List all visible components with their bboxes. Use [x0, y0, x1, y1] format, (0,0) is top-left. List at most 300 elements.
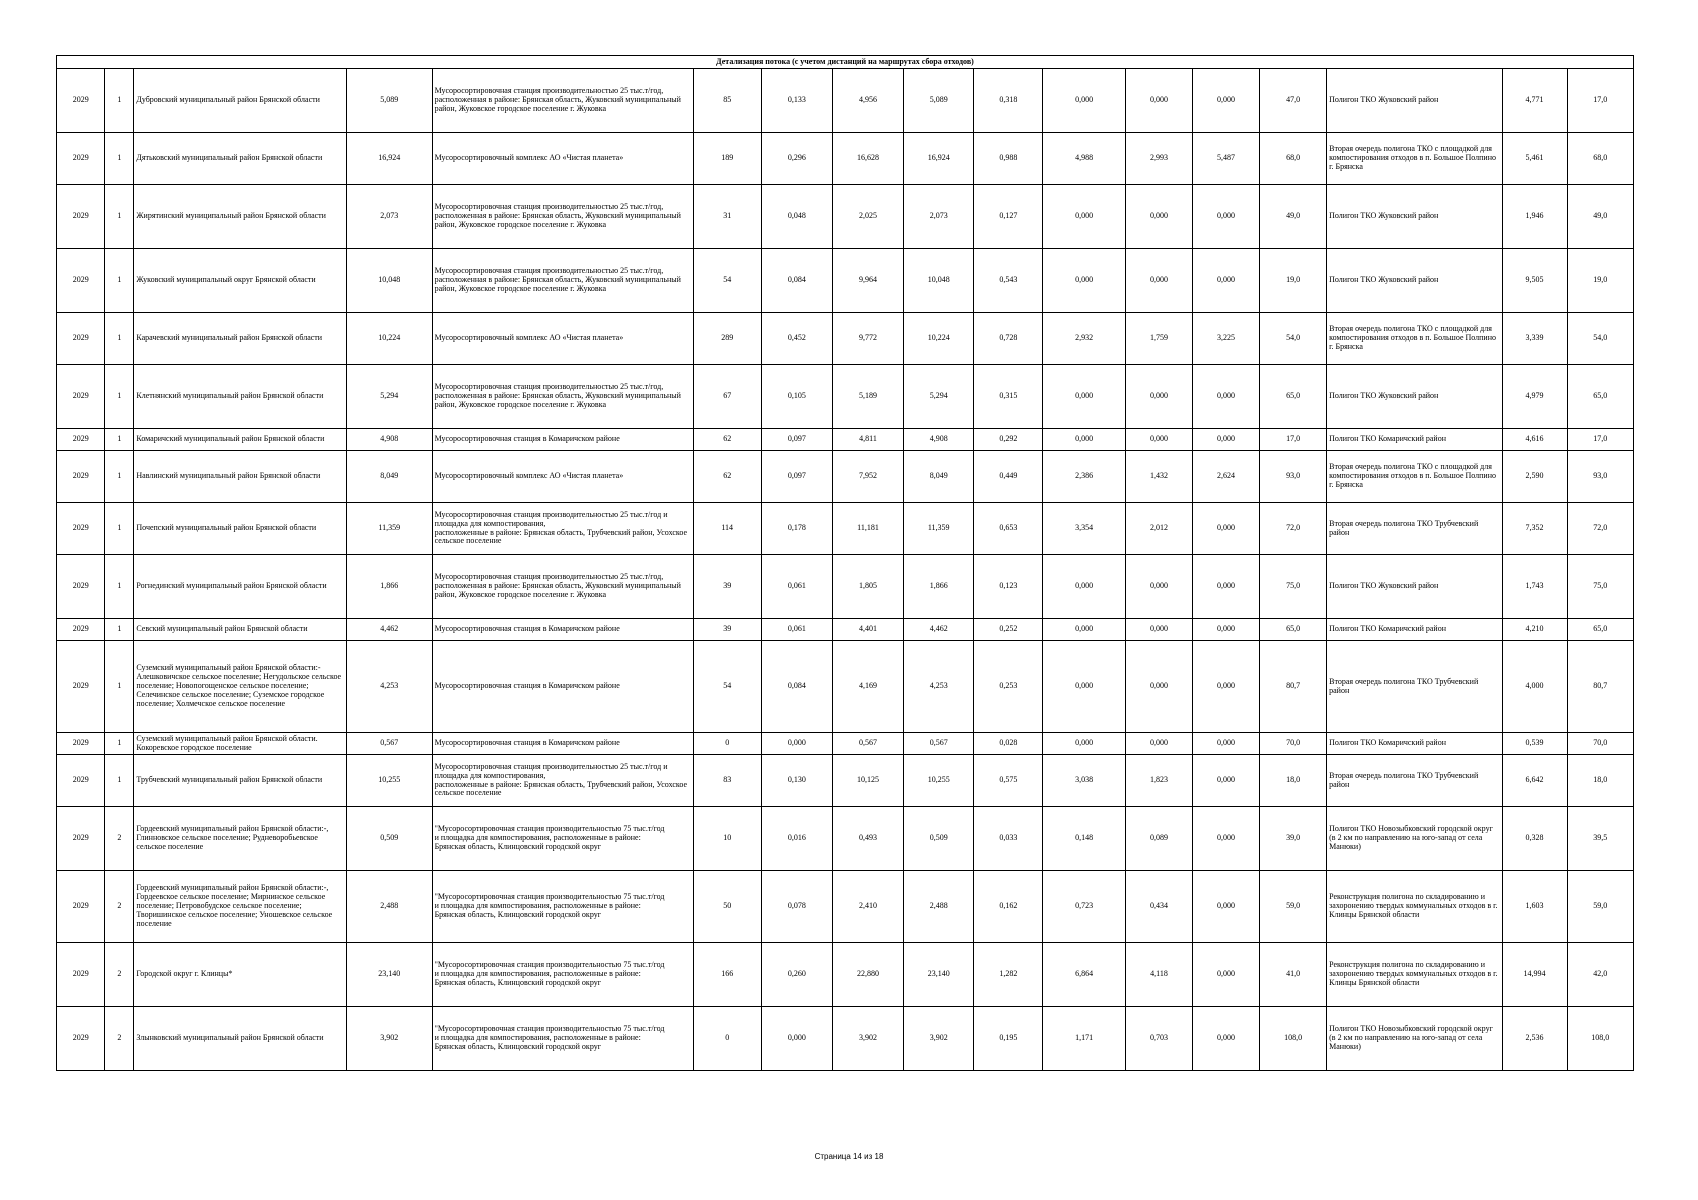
cell-distance: 49,0	[1260, 185, 1327, 249]
cell-c: 0,000	[1193, 755, 1260, 807]
cell-b: 0,000	[1125, 429, 1192, 451]
cell-c: 0,000	[1193, 365, 1260, 429]
cell-landfill: Реконструкция полигона по складированию и захоронению твердых коммунальных отходов в г. Клинцы Брянской области	[1327, 943, 1502, 1007]
cell-net: 11,181	[832, 503, 903, 555]
cell-volume: 2,488	[346, 871, 432, 943]
cell-landfill-distance: 65,0	[1567, 619, 1633, 641]
cell-municipality: Гордеевский муниципальный район Брянской области:-, Гордеевское сельское поселение; Мирнинское сельское поселение; Петровобудское сельское поселение; Творишинское сельское поселение; Уношевское сельское поселение	[134, 871, 347, 943]
cell-volume: 11,359	[346, 503, 432, 555]
cell-volume: 1,866	[346, 555, 432, 619]
cell-facility: Мусоросортировочный комплекс АО «Чистая планета»	[432, 451, 693, 503]
cell-year: 2029	[57, 871, 105, 943]
cell-landfill-volume: 1,743	[1502, 555, 1567, 619]
table-row	[57, 555, 1634, 619]
cell-stage: 1	[105, 313, 134, 365]
table-row	[57, 313, 1634, 365]
cell-landfill-volume: 2,590	[1502, 451, 1567, 503]
cell-b: 0,000	[1125, 619, 1192, 641]
cell-landfill-distance: 54,0	[1567, 313, 1633, 365]
cell-municipality: Жуковский муниципальный округ Брянской области	[134, 249, 347, 313]
cell-a: 3,354	[1043, 503, 1126, 555]
cell-b: 1,432	[1125, 451, 1192, 503]
cell-total: 4,253	[904, 641, 974, 733]
cell-rate: 0,133	[761, 69, 832, 133]
cell-b: 0,089	[1125, 807, 1192, 871]
cell-landfill-volume: 0,539	[1502, 733, 1567, 755]
table-row	[57, 365, 1634, 429]
cell-landfill-volume: 1,946	[1502, 185, 1567, 249]
cell-a: 0,000	[1043, 249, 1126, 313]
cell-c: 0,000	[1193, 641, 1260, 733]
cell-c: 0,000	[1193, 1007, 1260, 1071]
cell-distance: 59,0	[1260, 871, 1327, 943]
cell-volume: 0,509	[346, 807, 432, 871]
cell-volume: 8,049	[346, 451, 432, 503]
cell-stage: 1	[105, 249, 134, 313]
cell-stage: 2	[105, 943, 134, 1007]
cell-net: 10,125	[832, 755, 903, 807]
table-row	[57, 249, 1634, 313]
cell-count: 39	[693, 619, 761, 641]
cell-rate: 0,097	[761, 429, 832, 451]
cell-share: 0,127	[974, 185, 1043, 249]
cell-share: 0,028	[974, 733, 1043, 755]
cell-total: 0,509	[904, 807, 974, 871]
cell-a: 0,000	[1043, 733, 1126, 755]
cell-landfill: Полигон ТКО Жуковский район	[1327, 555, 1502, 619]
cell-municipality: Севский муниципальный район Брянской области	[134, 619, 347, 641]
cell-a: 0,000	[1043, 619, 1126, 641]
cell-year: 2029	[57, 365, 105, 429]
cell-volume: 5,089	[346, 69, 432, 133]
cell-landfill-volume: 4,979	[1502, 365, 1567, 429]
cell-landfill: Вторая очередь полигона ТКО Трубчевский район	[1327, 641, 1502, 733]
cell-b: 2,012	[1125, 503, 1192, 555]
cell-landfill: Вторая очередь полигона ТКО Трубчевский район	[1327, 503, 1502, 555]
cell-year: 2029	[57, 943, 105, 1007]
cell-municipality: Комаричский муниципальный район Брянской области	[134, 429, 347, 451]
cell-landfill-distance: 75,0	[1567, 555, 1633, 619]
cell-year: 2029	[57, 185, 105, 249]
cell-b: 0,000	[1125, 69, 1192, 133]
cell-a: 0,148	[1043, 807, 1126, 871]
cell-municipality: Карачевский муниципальный район Брянской области	[134, 313, 347, 365]
cell-stage: 1	[105, 555, 134, 619]
cell-volume: 5,294	[346, 365, 432, 429]
cell-net: 9,772	[832, 313, 903, 365]
table-header-row	[57, 56, 1634, 69]
cell-facility: Мусоросортировочная станция в Комаричском районе	[432, 619, 693, 641]
cell-share: 0,543	[974, 249, 1043, 313]
cell-b: 0,000	[1125, 185, 1192, 249]
table-row	[57, 807, 1634, 871]
table-header: Детализация потока (с учетом дистанций на маршрутах сбора отходов)	[57, 56, 1634, 69]
cell-c: 5,487	[1193, 133, 1260, 185]
cell-volume: 4,462	[346, 619, 432, 641]
cell-landfill: Полигон ТКО Комаричский район	[1327, 429, 1502, 451]
cell-a: 4,988	[1043, 133, 1126, 185]
cell-total: 23,140	[904, 943, 974, 1007]
cell-c: 0,000	[1193, 733, 1260, 755]
cell-share: 0,315	[974, 365, 1043, 429]
table-row	[57, 619, 1634, 641]
cell-distance: 65,0	[1260, 619, 1327, 641]
cell-c: 0,000	[1193, 555, 1260, 619]
cell-net: 9,964	[832, 249, 903, 313]
cell-net: 22,880	[832, 943, 903, 1007]
cell-net: 1,805	[832, 555, 903, 619]
cell-landfill: Полигон ТКО Комаричский район	[1327, 619, 1502, 641]
cell-share: 0,988	[974, 133, 1043, 185]
cell-rate: 0,178	[761, 503, 832, 555]
cell-count: 54	[693, 641, 761, 733]
cell-landfill: Полигон ТКО Новозыбковский городской округ (в 2 км по направлению на юго-запад от села Манюки)	[1327, 1007, 1502, 1071]
cell-distance: 65,0	[1260, 365, 1327, 429]
cell-count: 166	[693, 943, 761, 1007]
cell-a: 0,000	[1043, 641, 1126, 733]
cell-a: 3,038	[1043, 755, 1126, 807]
cell-facility: Мусоросортировочная станция производительностью 25 тыс.т/год, расположенная в районе: Брянская область, Жуковский муниципальный район, Жуковское городское поселение г. Жуковка	[432, 185, 693, 249]
cell-municipality: Навлинский муниципальный район Брянской области	[134, 451, 347, 503]
cell-landfill-volume: 5,461	[1502, 133, 1567, 185]
cell-landfill: Полигон ТКО Жуковский район	[1327, 185, 1502, 249]
cell-landfill-volume: 0,328	[1502, 807, 1567, 871]
cell-facility: Мусоросортировочная станция производительностью 25 тыс.т/год и площадка для компостирования, расположенные в районе: Брянская область, Трубчевский район, Усохское сельское поселение	[432, 503, 693, 555]
cell-a: 0,000	[1043, 429, 1126, 451]
cell-total: 4,462	[904, 619, 974, 641]
cell-stage: 1	[105, 451, 134, 503]
cell-b: 1,823	[1125, 755, 1192, 807]
cell-rate: 0,000	[761, 733, 832, 755]
cell-c: 2,624	[1193, 451, 1260, 503]
cell-landfill-volume: 1,603	[1502, 871, 1567, 943]
cell-year: 2029	[57, 755, 105, 807]
cell-a: 0,000	[1043, 555, 1126, 619]
cell-c: 0,000	[1193, 503, 1260, 555]
cell-rate: 0,260	[761, 943, 832, 1007]
cell-year: 2029	[57, 69, 105, 133]
cell-b: 0,000	[1125, 249, 1192, 313]
cell-a: 0,723	[1043, 871, 1126, 943]
cell-distance: 54,0	[1260, 313, 1327, 365]
cell-b: 0,000	[1125, 733, 1192, 755]
cell-net: 4,811	[832, 429, 903, 451]
cell-rate: 0,016	[761, 807, 832, 871]
cell-year: 2029	[57, 133, 105, 185]
cell-count: 0	[693, 1007, 761, 1071]
cell-distance: 47,0	[1260, 69, 1327, 133]
cell-stage: 2	[105, 871, 134, 943]
cell-landfill-distance: 65,0	[1567, 365, 1633, 429]
cell-net: 2,025	[832, 185, 903, 249]
cell-a: 0,000	[1043, 185, 1126, 249]
cell-a: 2,932	[1043, 313, 1126, 365]
cell-landfill-distance: 18,0	[1567, 755, 1633, 807]
cell-total: 5,294	[904, 365, 974, 429]
cell-count: 10	[693, 807, 761, 871]
cell-volume: 10,048	[346, 249, 432, 313]
cell-municipality: Суземский муниципальный район Брянской области:- Алешковичское сельское поселение; Негудольское сельское поселение; Новопогощенское сельское поселение; Селечинское сельское поселение; Суземское городское поселение; Холмечское сельское поселение	[134, 641, 347, 733]
cell-distance: 19,0	[1260, 249, 1327, 313]
cell-b: 0,000	[1125, 365, 1192, 429]
cell-landfill-volume: 9,505	[1502, 249, 1567, 313]
cell-volume: 16,924	[346, 133, 432, 185]
cell-landfill-volume: 7,352	[1502, 503, 1567, 555]
cell-count: 39	[693, 555, 761, 619]
cell-landfill: Вторая очередь полигона ТКО с площадкой для компостирования отходов в п. Большое Полпино г. Брянска	[1327, 313, 1502, 365]
cell-net: 7,952	[832, 451, 903, 503]
cell-landfill-distance: 19,0	[1567, 249, 1633, 313]
cell-rate: 0,061	[761, 619, 832, 641]
cell-municipality: Суземский муниципальный район Брянской области. Кокоревское городское поселение	[134, 733, 347, 755]
cell-facility: Мусоросортировочная станция производительностью 25 тыс.т/год, расположенная в районе: Брянская область, Жуковский муниципальный район, Жуковское городское поселение г. Жуковка	[432, 69, 693, 133]
cell-volume: 3,902	[346, 1007, 432, 1071]
cell-municipality: Почепский муниципальный район Брянской области	[134, 503, 347, 555]
table-row	[57, 185, 1634, 249]
cell-distance: 18,0	[1260, 755, 1327, 807]
cell-facility: Мусоросортировочная станция в Комаричском районе	[432, 733, 693, 755]
cell-net: 4,169	[832, 641, 903, 733]
cell-distance: 39,0	[1260, 807, 1327, 871]
cell-share: 0,318	[974, 69, 1043, 133]
cell-landfill-volume: 4,210	[1502, 619, 1567, 641]
table-row	[57, 69, 1634, 133]
cell-landfill-volume: 4,000	[1502, 641, 1567, 733]
cell-volume: 10,224	[346, 313, 432, 365]
cell-rate: 0,000	[761, 1007, 832, 1071]
cell-landfill-distance: 70,0	[1567, 733, 1633, 755]
cell-total: 3,902	[904, 1007, 974, 1071]
cell-a: 0,000	[1043, 69, 1126, 133]
table-row	[57, 733, 1634, 755]
cell-facility: "Мусоросортировочная станция производительностью 75 тыс.т/год и площадка для компостирования, расположенные в районе: Брянская область, Клинцовский городской округ	[432, 871, 693, 943]
cell-distance: 75,0	[1260, 555, 1327, 619]
cell-distance: 70,0	[1260, 733, 1327, 755]
cell-c: 3,225	[1193, 313, 1260, 365]
cell-municipality: Клетнянский муниципальный район Брянской области	[134, 365, 347, 429]
cell-distance: 17,0	[1260, 429, 1327, 451]
cell-facility: Мусоросортировочная станция производительностью 25 тыс.т/год и площадка для компостирования, расположенные в районе: Брянская область, Трубчевский район, Усохское сельское поселение	[432, 755, 693, 807]
cell-landfill: Вторая очередь полигона ТКО Трубчевский район	[1327, 755, 1502, 807]
table-row	[57, 943, 1634, 1007]
cell-facility: Мусоросортировочная станция в Комаричском районе	[432, 641, 693, 733]
cell-share: 0,575	[974, 755, 1043, 807]
cell-municipality: Дятьковский муниципальный район Брянской области	[134, 133, 347, 185]
cell-rate: 0,105	[761, 365, 832, 429]
cell-municipality: Городской округ г. Клинцы*	[134, 943, 347, 1007]
cell-rate: 0,296	[761, 133, 832, 185]
cell-year: 2029	[57, 429, 105, 451]
cell-volume: 4,253	[346, 641, 432, 733]
cell-year: 2029	[57, 619, 105, 641]
cell-facility: Мусоросортировочная станция производительностью 25 тыс.т/год, расположенная в районе: Брянская область, Жуковский муниципальный район, Жуковское городское поселение г. Жуковка	[432, 249, 693, 313]
cell-net: 3,902	[832, 1007, 903, 1071]
cell-landfill-volume: 4,616	[1502, 429, 1567, 451]
table-row	[57, 641, 1634, 733]
cell-landfill: Вторая очередь полигона ТКО с площадкой для компостирования отходов в п. Большое Полпино г. Брянска	[1327, 451, 1502, 503]
cell-share: 0,033	[974, 807, 1043, 871]
cell-a: 0,000	[1043, 365, 1126, 429]
cell-facility: Мусоросортировочная станция производительностью 25 тыс.т/год, расположенная в районе: Брянская область, Жуковский муниципальный район, Жуковское городское поселение г. Жуковка	[432, 365, 693, 429]
cell-rate: 0,084	[761, 249, 832, 313]
cell-municipality: Дубровский муниципальный район Брянской области	[134, 69, 347, 133]
cell-b: 0,000	[1125, 555, 1192, 619]
cell-a: 6,864	[1043, 943, 1126, 1007]
cell-municipality: Жирятинский муниципальный район Брянской области	[134, 185, 347, 249]
cell-count: 189	[693, 133, 761, 185]
cell-b: 0,434	[1125, 871, 1192, 943]
cell-landfill-distance: 68,0	[1567, 133, 1633, 185]
cell-total: 10,224	[904, 313, 974, 365]
cell-landfill: Реконструкция полигона по складированию и захоронению твердых коммунальных отходов в г. Клинцы Брянской области	[1327, 871, 1502, 943]
cell-total: 1,866	[904, 555, 974, 619]
cell-c: 0,000	[1193, 69, 1260, 133]
cell-share: 0,449	[974, 451, 1043, 503]
cell-facility: "Мусоросортировочная станция производительностью 75 тыс.т/год и площадка для компостирования, расположенные в районе: Брянская область, Клинцовский городской округ	[432, 807, 693, 871]
cell-count: 31	[693, 185, 761, 249]
table-row	[57, 871, 1634, 943]
cell-b: 4,118	[1125, 943, 1192, 1007]
cell-total: 10,048	[904, 249, 974, 313]
cell-landfill: Полигон ТКО Комаричский район	[1327, 733, 1502, 755]
cell-volume: 10,255	[346, 755, 432, 807]
flow-table	[56, 55, 1634, 1071]
cell-net: 5,189	[832, 365, 903, 429]
cell-b: 0,000	[1125, 641, 1192, 733]
cell-c: 0,000	[1193, 185, 1260, 249]
cell-landfill-distance: 59,0	[1567, 871, 1633, 943]
cell-stage: 2	[105, 1007, 134, 1071]
cell-total: 4,908	[904, 429, 974, 451]
cell-landfill: Полигон ТКО Жуковский район	[1327, 69, 1502, 133]
cell-distance: 93,0	[1260, 451, 1327, 503]
cell-volume: 23,140	[346, 943, 432, 1007]
cell-c: 0,000	[1193, 871, 1260, 943]
cell-b: 0,703	[1125, 1007, 1192, 1071]
cell-c: 0,000	[1193, 807, 1260, 871]
cell-total: 16,924	[904, 133, 974, 185]
cell-landfill-volume: 2,536	[1502, 1007, 1567, 1071]
cell-stage: 1	[105, 503, 134, 555]
cell-c: 0,000	[1193, 619, 1260, 641]
cell-total: 0,567	[904, 733, 974, 755]
cell-count: 289	[693, 313, 761, 365]
cell-total: 5,089	[904, 69, 974, 133]
cell-share: 0,162	[974, 871, 1043, 943]
cell-total: 8,049	[904, 451, 974, 503]
cell-net: 0,493	[832, 807, 903, 871]
cell-count: 85	[693, 69, 761, 133]
cell-year: 2029	[57, 1007, 105, 1071]
cell-share: 0,292	[974, 429, 1043, 451]
table-row	[57, 429, 1634, 451]
cell-year: 2029	[57, 641, 105, 733]
cell-landfill-volume: 3,339	[1502, 313, 1567, 365]
cell-count: 0	[693, 733, 761, 755]
cell-landfill-distance: 17,0	[1567, 429, 1633, 451]
cell-landfill-volume: 6,642	[1502, 755, 1567, 807]
cell-share: 0,195	[974, 1007, 1043, 1071]
cell-landfill: Полигон ТКО Жуковский район	[1327, 249, 1502, 313]
cell-stage: 1	[105, 641, 134, 733]
cell-count: 114	[693, 503, 761, 555]
cell-rate: 0,130	[761, 755, 832, 807]
cell-total: 11,359	[904, 503, 974, 555]
cell-landfill: Полигон ТКО Жуковский район	[1327, 365, 1502, 429]
cell-total: 2,073	[904, 185, 974, 249]
cell-year: 2029	[57, 451, 105, 503]
cell-year: 2029	[57, 733, 105, 755]
cell-share: 0,253	[974, 641, 1043, 733]
cell-landfill-distance: 108,0	[1567, 1007, 1633, 1071]
cell-municipality: Гордеевский муниципальный район Брянской области:-, Глинновское сельское поселение; Рудневоробьевское сельское поселение	[134, 807, 347, 871]
cell-rate: 0,452	[761, 313, 832, 365]
cell-municipality: Рогнединский муниципальный район Брянской области	[134, 555, 347, 619]
cell-municipality: Трубчевский муниципальный район Брянской области	[134, 755, 347, 807]
cell-landfill: Полигон ТКО Новозыбковский городской округ (в 2 км по направлению на юго-запад от села Манюки)	[1327, 807, 1502, 871]
cell-stage: 1	[105, 69, 134, 133]
cell-share: 1,282	[974, 943, 1043, 1007]
cell-distance: 80,7	[1260, 641, 1327, 733]
cell-a: 1,171	[1043, 1007, 1126, 1071]
cell-count: 54	[693, 249, 761, 313]
cell-rate: 0,061	[761, 555, 832, 619]
cell-landfill-distance: 39,5	[1567, 807, 1633, 871]
cell-rate: 0,078	[761, 871, 832, 943]
cell-total: 2,488	[904, 871, 974, 943]
cell-landfill-volume: 14,994	[1502, 943, 1567, 1007]
cell-rate: 0,084	[761, 641, 832, 733]
cell-year: 2029	[57, 313, 105, 365]
cell-distance: 108,0	[1260, 1007, 1327, 1071]
cell-year: 2029	[57, 555, 105, 619]
cell-distance: 72,0	[1260, 503, 1327, 555]
cell-rate: 0,097	[761, 451, 832, 503]
cell-landfill: Вторая очередь полигона ТКО с площадкой для компостирования отходов в п. Большое Полпино г. Брянска	[1327, 133, 1502, 185]
page-number: Страница 14 из 18	[814, 1152, 884, 1161]
table-row	[57, 503, 1634, 555]
cell-volume: 0,567	[346, 733, 432, 755]
table-row	[57, 755, 1634, 807]
cell-facility: "Мусоросортировочная станция производительностью 75 тыс.т/год и площадка для компостирования, расположенные в районе: Брянская область, Клинцовский городской округ	[432, 1007, 693, 1071]
cell-year: 2029	[57, 249, 105, 313]
cell-landfill-distance: 93,0	[1567, 451, 1633, 503]
cell-volume: 4,908	[346, 429, 432, 451]
cell-stage: 2	[105, 807, 134, 871]
cell-count: 62	[693, 429, 761, 451]
cell-landfill-distance: 72,0	[1567, 503, 1633, 555]
cell-count: 67	[693, 365, 761, 429]
cell-distance: 68,0	[1260, 133, 1327, 185]
cell-year: 2029	[57, 503, 105, 555]
cell-b: 2,993	[1125, 133, 1192, 185]
cell-landfill-distance: 80,7	[1567, 641, 1633, 733]
cell-facility: "Мусоросортировочная станция производительностью 75 тыс.т/год и площадка для компостирования, расположенные в районе: Брянская область, Клинцовский городской округ	[432, 943, 693, 1007]
table-row	[57, 451, 1634, 503]
cell-b: 1,759	[1125, 313, 1192, 365]
cell-facility: Мусоросортировочная станция производительностью 25 тыс.т/год, расположенная в районе: Брянская область, Жуковский муниципальный район, Жуковское городское поселение г. Жуковка	[432, 555, 693, 619]
cell-volume: 2,073	[346, 185, 432, 249]
cell-count: 50	[693, 871, 761, 943]
cell-count: 83	[693, 755, 761, 807]
cell-stage: 1	[105, 733, 134, 755]
cell-year: 2029	[57, 807, 105, 871]
cell-share: 0,252	[974, 619, 1043, 641]
cell-count: 62	[693, 451, 761, 503]
cell-distance: 41,0	[1260, 943, 1327, 1007]
cell-share: 0,653	[974, 503, 1043, 555]
cell-share: 0,123	[974, 555, 1043, 619]
